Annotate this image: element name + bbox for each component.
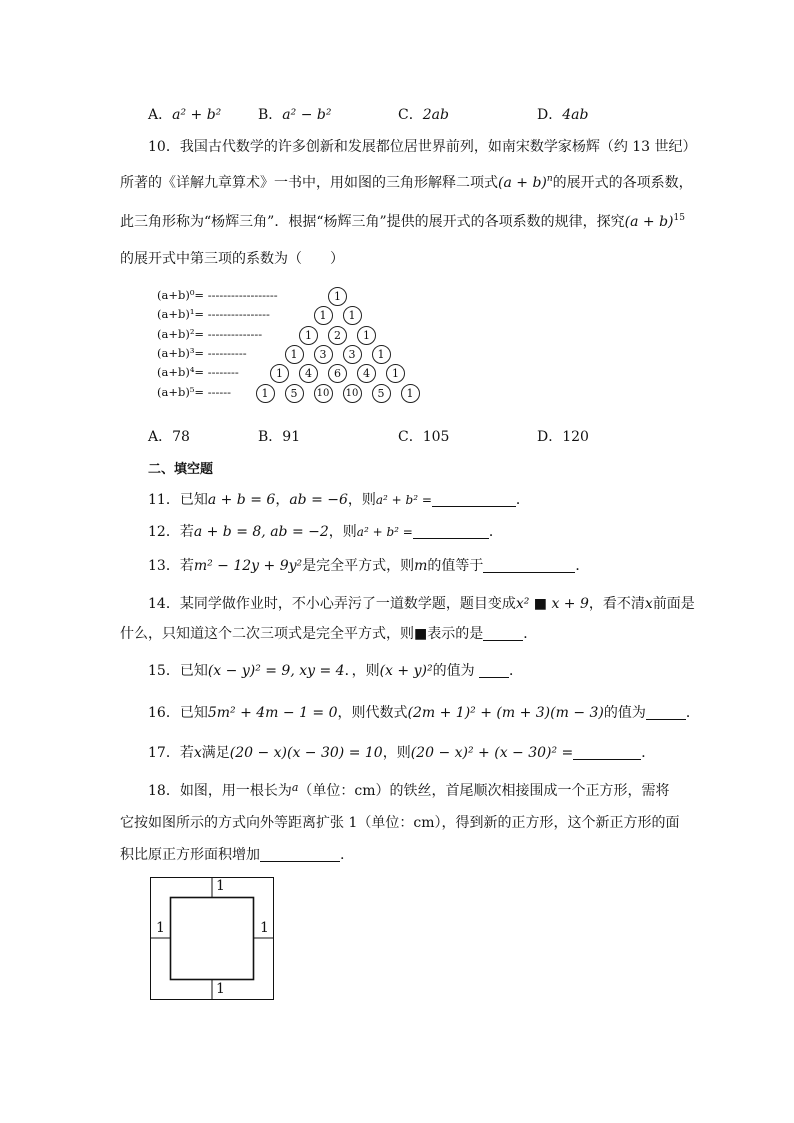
q18-answer-blank (260, 847, 340, 862)
triangle-row-label: (a+b)¹= ---------------- (157, 307, 270, 322)
triangle-row-label: (a+b)²= -------------- (157, 326, 263, 341)
label-right: 1 (260, 920, 269, 936)
square-figure-svg (150, 877, 274, 1000)
triangle-row-label: (a+b)³= ---------- (157, 345, 247, 360)
q16: 16．已知5m² + 4m − 1 = 0，则代数式(2m + 1)² + (m + 3)(m − 3)的值为 ． (148, 705, 700, 721)
triangle-coefficient: 10 (314, 384, 333, 403)
triangle-coefficient: 1 (256, 384, 275, 403)
triangle-coefficient: 6 (328, 364, 347, 383)
q14-line1: 14．某同学做作业时，不小心弄污了一道数学题，题目变成x² ■ x + 9，看不清x前面是 (148, 596, 695, 612)
q10-options (0, 426, 794, 446)
triangle-coefficient: 3 (314, 345, 333, 364)
q10-option-c: C．105 (398, 429, 450, 445)
q18-line2: 它按如图所示的方式向外等距离扩张 1（单位：cm），得到新的正方形，这个新正方形的面 (120, 815, 680, 831)
q12: 12．若a + b = 8, ab = −2，则a² + b² = ． (148, 524, 503, 540)
triangle-coefficient: 1 (328, 287, 347, 306)
q15-answer-blank (479, 663, 509, 678)
triangle-row-label: (a+b)⁴= -------- (157, 365, 239, 380)
section-title-fill-blank: 二、填空题 (148, 462, 214, 477)
triangle-coefficient: 1 (372, 345, 391, 364)
q10-option-a: A．78 (148, 429, 190, 445)
q10-line3: 此三角形称为“杨辉三角”．根据“杨辉三角”提供的展开式的各项系数的规律，探究$(a + b)^{15}$ (120, 213, 685, 230)
triangle-row-label: (a+b)⁵= ------ (157, 384, 232, 399)
q10-option-d: D．120 (537, 429, 589, 445)
triangle-coefficient: 1 (357, 326, 376, 345)
q10-line4: 的展开式中第三项的系数为（ ） (120, 251, 344, 267)
triangle-coefficient: 3 (343, 345, 362, 364)
triangle-coefficient: 4 (299, 364, 318, 383)
q10-line1: 10．我国古代数学的许多创新和发展都位居世界前列，如南宋数学家杨辉（约 13 世纪） (148, 139, 697, 155)
triangle-coefficient: 10 (343, 384, 362, 403)
q13: 13．若m² − 12y + 9y²是完全平方式，则m的值等于 ． (148, 558, 590, 574)
q9-option-d: D．4ab (537, 107, 589, 123)
triangle-coefficient: 1 (270, 364, 289, 383)
triangle-coefficient: 1 (343, 306, 362, 325)
triangle-coefficient: 1 (314, 306, 333, 325)
inner-square (171, 898, 254, 980)
triangle-coefficient: 1 (299, 326, 318, 345)
q11-answer-blank (432, 492, 516, 507)
label-top: 1 (216, 878, 225, 894)
triangle-row-label: (a+b)⁰= ------------------ (157, 288, 278, 302)
q14-answer-blank (483, 626, 523, 641)
q16-answer-blank (646, 705, 686, 720)
q12-answer-blank (413, 524, 489, 539)
q13-answer-blank (483, 558, 575, 573)
q11: 11．已知a + b = 6，ab = −6，则a² + b² = ． (148, 492, 530, 508)
triangle-coefficient: 4 (357, 364, 376, 383)
triangle-coefficient: 1 (285, 345, 304, 364)
q10-line2: 所著的《详解九章算术》一书中，用如图的三角形解释二项式$(a + b)^n$的展开式的各项系数， (120, 174, 693, 191)
q10-binomial: (a + b) (498, 175, 547, 191)
q17-answer-blank (573, 745, 641, 760)
q18-line3: 积比原正方形面积增加 . (120, 847, 345, 863)
triangle-coefficient: 5 (372, 384, 391, 403)
q14-line2: 什么，只知道这个二次三项式是完全平方式，则■表示的是 ． (120, 626, 538, 642)
q10-binomial-15: (a + b) (624, 214, 674, 230)
label-bottom: 1 (216, 981, 225, 997)
q10-option-b: B．91 (258, 429, 301, 445)
q9-option-a: A．a² + b² (148, 107, 222, 123)
triangle-coefficient: 1 (401, 384, 420, 403)
q17: 17．若x满足(20 − x)(x − 30) = 10，则(20 − x)² + (x − 30)² = ． (148, 745, 656, 761)
q9-option-c: C．2ab (398, 107, 449, 123)
square-expansion-figure (150, 877, 274, 1000)
triangle-coefficient: 1 (386, 364, 405, 383)
q15: 15．已知(x − y)² = 9, xy = 4．，则(x + y)²的值为 ． (148, 663, 524, 679)
q9-options (0, 104, 794, 124)
triangle-coefficient: 5 (285, 384, 304, 403)
q9-option-b: B．a² − b² (258, 107, 332, 123)
label-left: 1 (156, 920, 165, 936)
q18-line1: 18．如图，用一根长为$^a$（单位：cm）的铁丝，首尾顺次相接围成一个正方形，需将 (148, 781, 670, 799)
triangle-coefficient: 2 (328, 326, 347, 345)
